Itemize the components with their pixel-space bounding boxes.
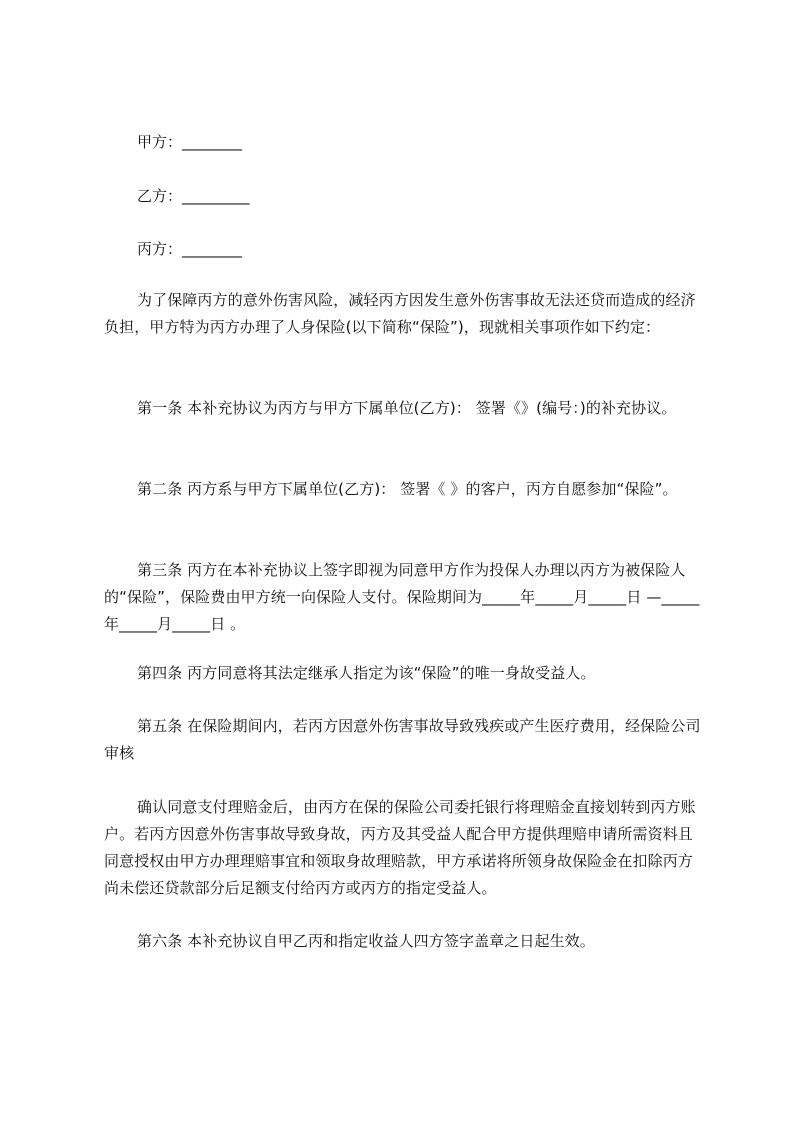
party-b-line: 乙方：_________ — [137, 187, 250, 205]
article-4-paragraph — [104, 660, 704, 687]
article-2-paragraph — [104, 476, 704, 503]
confirm-paragraph — [104, 794, 704, 902]
preamble-text: 为了保障丙方的意外伤害风险，减轻丙方因发生意外伤害事故无法还贷而造成的经济负担，甲方特为丙方办理了人身保险(以下简称“保险”)，现就相关事项作如下约定： — [104, 291, 696, 336]
article-5-text: 第五条 在保险期间内，若丙方因意外伤害事故导致残疾或产生医疗费用，经保险公司审核 — [104, 717, 701, 762]
article-2-text: 第二条 丙方系与甲方下属单位(乙方)： 签署《 》的客户，丙方自愿参加“保险”。 — [137, 480, 678, 498]
preamble-paragraph — [104, 287, 704, 341]
article-1-paragraph — [104, 395, 704, 422]
article-1-text: 第一条 本补充协议为丙方与甲方下属单位(乙方)： 签署《》(编号：)的补充协议。 — [137, 399, 677, 417]
article-3-paragraph — [104, 557, 704, 638]
party-c-line: 丙方：________ — [137, 240, 243, 258]
article-6-paragraph — [104, 928, 704, 955]
article-3-text: 第三条 丙方在本补充协议上签字即视为同意甲方作为投保人办理以丙方为被保险人的“保险”，保险费由甲方统一向保险人支付。保险期间为_____年_____月_____日 —_____年_____月_____日 。 — [104, 561, 700, 633]
confirm-text: 确认同意支付理赔金后，由丙方在保的保险公司委托银行将理赔金直接划转到丙方账户。若丙方因意外伤害事故导致身故，丙方及其受益人配合甲方提供理赔申请所需资料且同意授权由甲方办理理赔事宜和领取身故理赔款，甲方承诺将所领身故保险金在扣除丙方尚未偿还贷款部分后足额支付给丙方或丙方的指定受益人。 — [104, 798, 696, 897]
party-a-line: 甲方：________ — [137, 133, 243, 151]
article-4-text: 第四条 丙方同意将其法定继承人指定为该“保险”的唯一身故受益人。 — [137, 664, 596, 682]
article-5-paragraph — [104, 713, 704, 767]
article-6-text: 第六条 本补充协议自甲乙丙和指定收益人四方签字盖章之日起生效。 — [137, 932, 595, 950]
